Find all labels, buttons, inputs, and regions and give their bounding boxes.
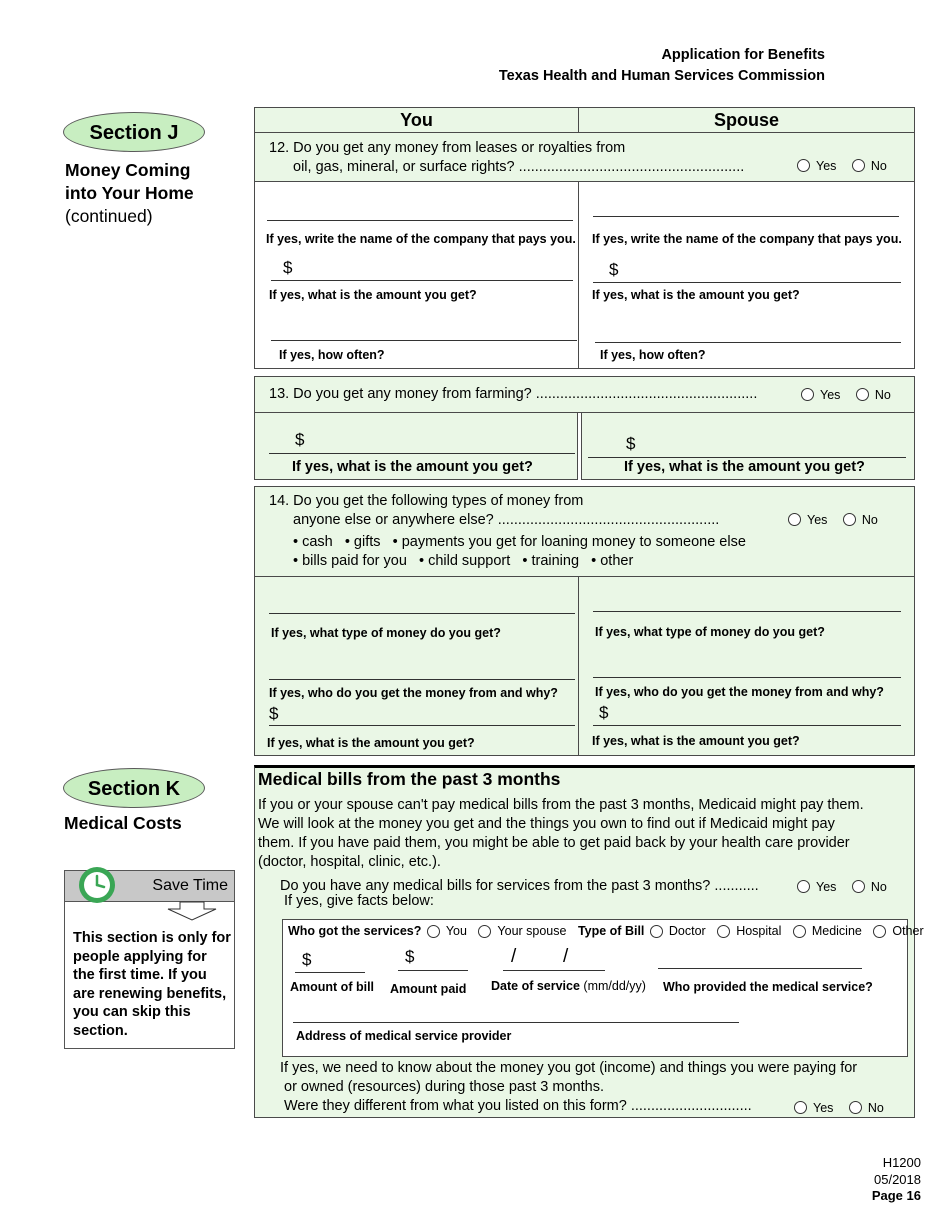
medical-bills-panel [254, 765, 924, 1118]
q14-spouse-amount-label: If yes, what is the amount you get? [592, 734, 800, 748]
q14-line1: 14. Do you get the following types of money from [269, 493, 584, 509]
q12-spouse-company-input[interactable] [593, 216, 899, 217]
q14-spouse-who-input[interactable] [593, 677, 901, 678]
column-spouse: Spouse [713, 110, 779, 130]
q13-you-amount-input[interactable] [269, 453, 575, 454]
medical-para-1: If you or your spouse can't pay medical bills from the past 3 months, Medicaid might pay them. [258, 797, 864, 813]
q14-spouse-type-input[interactable] [593, 611, 901, 612]
save-time-label: Save Time [152, 877, 228, 894]
medical-heading: Medical bills from the past 3 months [258, 769, 561, 789]
q14-you-amount-label: If yes, what is the amount you get? [267, 736, 475, 750]
paid-amount-dollar: $ [405, 947, 415, 966]
date-service-label: Date of service (mm/dd/yy) [491, 979, 646, 993]
q14-you-who-input[interactable] [269, 679, 575, 680]
arrow-down-icon [166, 901, 218, 921]
q12-spouse-often-label: If yes, how often? [600, 348, 706, 362]
medical-facts: If yes, give facts below: [284, 893, 434, 909]
clock-icon [77, 865, 117, 905]
medical-para-3: them. If you have paid them, you might be able to get paid back by your health care provider [258, 835, 850, 851]
section-j-title-1: Money Coming [65, 160, 191, 180]
date-slash-2: / [563, 946, 569, 967]
q12-yes-radio[interactable] [797, 159, 810, 172]
q13-yes-radio[interactable] [801, 388, 814, 401]
footer-page: Page 16 [871, 1188, 921, 1203]
q14-spouse-who-label: If yes, who do you get the money from and why? [595, 685, 884, 699]
provider-address-input[interactable] [293, 1022, 739, 1023]
income-line-1: If yes, we need to know about the money you got (income) and things you were paying for [280, 1060, 858, 1076]
q13-you-amount-label: If yes, what is the amount you get? [292, 459, 533, 475]
q13-spouse-dollar: $ [626, 434, 636, 453]
medical-facts-box [282, 919, 924, 1057]
q14-yes-no: Yes No [788, 512, 890, 527]
medical-no-radio[interactable] [852, 880, 865, 893]
paid-amount-input[interactable] [398, 970, 468, 971]
medical-yes-no: Yes No [797, 879, 899, 894]
section-j-badge: Section J [63, 112, 205, 152]
bill-doctor-radio[interactable] [650, 925, 663, 938]
bill-amount-label: Amount of bill [290, 980, 375, 994]
footer [872, 1155, 921, 1205]
q14-spouse-dollar: $ [599, 703, 609, 722]
income-no-radio[interactable] [849, 1101, 862, 1114]
q13-you-dollar: $ [295, 430, 305, 449]
q12-no-radio[interactable] [852, 159, 865, 172]
q14-spouse-amount-input[interactable] [593, 725, 901, 726]
column-header [254, 107, 915, 133]
q12-you-often-input[interactable] [271, 340, 577, 341]
q14-yes-radio[interactable] [788, 513, 801, 526]
section-j-subtitle: (continued) [65, 206, 153, 226]
q12-you-company-label: If yes, write the name of the company that pays you. [266, 232, 576, 246]
income-line-2: or owned (resources) during those past 3 months. [284, 1079, 604, 1095]
q12-you-dollar: $ [283, 258, 293, 277]
q14-you-type-label: If yes, what type of money do you get? [271, 626, 501, 640]
bill-medicine-radio[interactable] [793, 925, 806, 938]
q13-text: 13. Do you get any money from farming? ....................................................... [269, 386, 758, 402]
q12-spouse-dollar: $ [609, 260, 619, 279]
bill-other-radio[interactable] [873, 925, 886, 938]
form-title: Application for Benefits [661, 47, 825, 63]
income-yes-no: Yes No [794, 1100, 896, 1115]
provider-address-label: Address of medical service provider [296, 1029, 512, 1043]
column-you: You [400, 110, 433, 130]
footer-date: 05/2018 [874, 1171, 921, 1187]
bill-amount-input[interactable] [295, 972, 365, 973]
q14-you-type-input[interactable] [269, 613, 575, 614]
q13-spouse-answer [581, 412, 915, 480]
q12-line2: oil, gas, mineral, or surface rights? ........................................................ [293, 159, 745, 175]
q13-spouse-amount-input[interactable] [588, 457, 906, 458]
q14-line2: anyone else or anywhere else? ....................................................... [293, 512, 720, 528]
q14-you-who-label: If yes, who do you get the money from and why? [269, 686, 558, 700]
q12-line1: 12. Do you get any money from leases or royalties from [269, 140, 626, 156]
save-time-note: This section is only for people applying for the first time. If you are renewing benefits, you can skip this section. [73, 930, 231, 1039]
bill-amount-dollar: $ [302, 950, 312, 969]
medical-yes-radio[interactable] [797, 880, 810, 893]
save-time-box [64, 870, 235, 1049]
q14-answers [254, 576, 915, 756]
q13-spouse-amount-label: If yes, what is the amount you get? [624, 459, 865, 475]
who-got-row: Who got the services? You Your spouse Type of Bill Doctor Hospital Medicine Other [288, 924, 924, 938]
provider-name-input[interactable] [658, 968, 862, 969]
q12-answers [254, 181, 915, 369]
income-yes-radio[interactable] [794, 1101, 807, 1114]
medical-para-2: We will look at the money you get and the things you own to find out if Medicaid might pay [258, 816, 835, 832]
medical-question: Do you have any medical bills for services from the past 3 months? ........... [280, 878, 759, 894]
section-j-title-2: into Your Home [65, 183, 194, 203]
footer-form-number: H1200 [882, 1155, 921, 1170]
who-you-radio[interactable] [427, 925, 440, 938]
q12-you-company-input[interactable] [267, 220, 573, 221]
q12-spouse-often-input[interactable] [595, 342, 901, 343]
medical-para-4: (doctor, hospital, clinic, etc.). [258, 854, 441, 870]
q12-spouse-amount-label: If yes, what is the amount you get? [592, 288, 800, 302]
q12-you-often-label: If yes, how often? [279, 348, 385, 362]
q13-yes-no: Yes No [801, 387, 903, 402]
provider-name-label: Who provided the medical service? [663, 980, 873, 994]
income-line-3: Were they different from what you listed on this form? .............................. [284, 1098, 752, 1114]
q14-types-line1: • cash • gifts • payments you get for loaning money to someone else [293, 534, 746, 550]
q14-spouse-type-label: If yes, what type of money do you get? [595, 625, 825, 639]
q12-spouse-company-label: If yes, write the name of the company that pays you. [592, 232, 902, 246]
bill-hospital-radio[interactable] [717, 925, 730, 938]
q14-you-dollar: $ [269, 704, 279, 723]
who-spouse-radio[interactable] [478, 925, 491, 938]
section-k-title: Medical Costs [64, 813, 182, 833]
q12-spouse-amount-input[interactable] [593, 282, 901, 283]
paid-amount-label: Amount paid [390, 982, 467, 996]
q13-you-answer [254, 412, 578, 480]
q12-question [254, 132, 915, 182]
section-k-badge: Section K [63, 768, 205, 808]
q12-you-amount-label: If yes, what is the amount you get? [269, 288, 477, 302]
q13-question [254, 376, 915, 413]
date-slash-1: / [511, 946, 517, 967]
q13-no-radio[interactable] [856, 388, 869, 401]
q12-you-amount-input[interactable] [271, 280, 573, 281]
agency-name: Texas Health and Human Services Commission [498, 68, 825, 84]
date-service-input[interactable] [503, 970, 605, 971]
q14-question [254, 486, 915, 577]
q12-yes-no: Yes No [797, 158, 899, 173]
q14-types-line2: • bills paid for you • child support • training • other [293, 553, 634, 569]
q14-you-amount-input[interactable] [269, 725, 575, 726]
q14-no-radio[interactable] [843, 513, 856, 526]
